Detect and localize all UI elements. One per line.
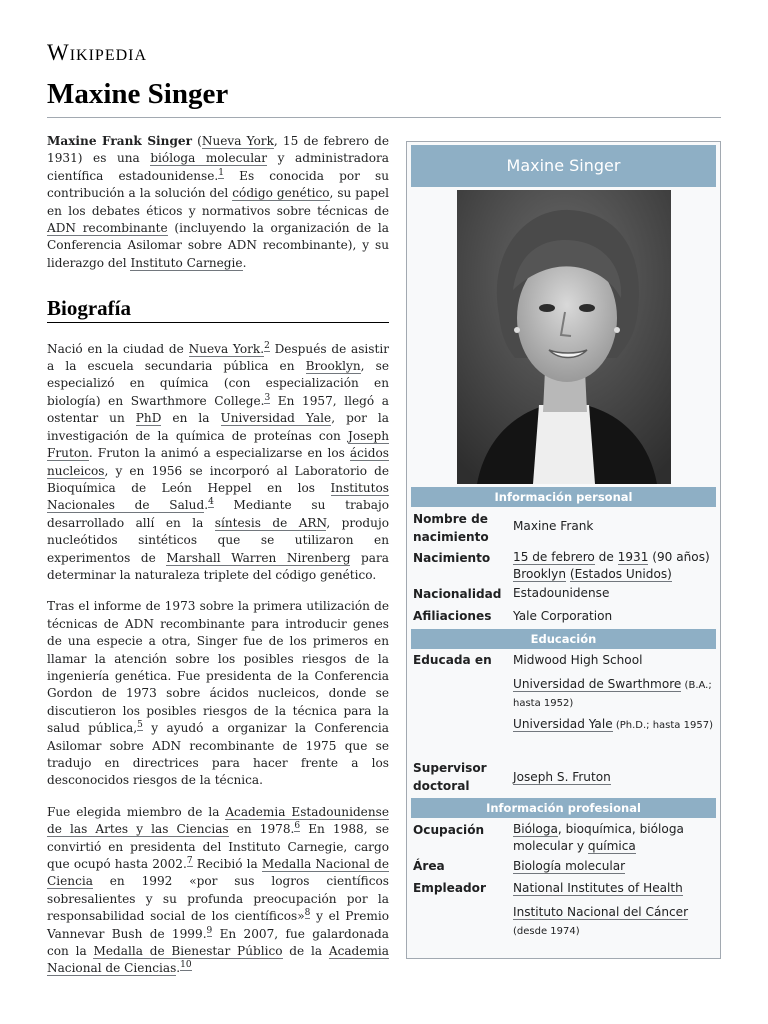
link-biologia-molecular[interactable]: Biología molecular <box>513 859 626 873</box>
section-heading-biografia: Biografía <box>47 300 389 322</box>
ref-3[interactable]: 3 <box>264 392 271 403</box>
link-15-de-febrero[interactable]: 15 de febrero <box>513 550 595 564</box>
value-nacimiento <box>513 549 718 583</box>
subject-name: Maxine Frank Singer <box>47 134 192 148</box>
text: . Fruton la animó a especializarse en los <box>88 446 350 461</box>
value-nacionalidad: Estadounidense <box>513 586 610 600</box>
label-supervisor-doctoral: Supervisor doctoral <box>413 761 487 793</box>
label-nombre-de-nacimiento: Nombre de nacimiento <box>413 512 489 544</box>
wikipedia-wordmark[interactable]: Wikipedia <box>47 40 148 65</box>
link-universidad-yale-infobox[interactable]: Universidad Yale <box>513 717 613 731</box>
text: Nació en la ciudad de <box>47 341 189 356</box>
link-instituto-nacional-del-cancer[interactable]: Instituto Nacional del Cáncer <box>513 905 689 919</box>
text: , su papel en los debates éticos y normativos sobre técnicas de <box>47 186 389 218</box>
text: En 1988, se convirtió en presidenta del Instituto Carnegie, cargo que ocupó hasta 2002. <box>47 822 390 872</box>
link-adn-recombinante[interactable]: ADN recombinante <box>47 221 168 236</box>
link-medalla-nacional-de-ciencia[interactable]: Medalla Nacional de Ciencia <box>47 857 390 889</box>
ref-7[interactable]: 7 <box>186 856 193 866</box>
ref-1[interactable]: 1 <box>218 167 225 178</box>
link-phd[interactable]: PhD <box>135 411 162 426</box>
text: de <box>594 550 618 564</box>
text: En 2007, fue galardonada con la <box>47 926 389 959</box>
value-educacion-1: Midwood High School <box>513 653 643 667</box>
link-nueva-york[interactable]: Nueva York <box>201 134 274 148</box>
text: . <box>176 961 181 976</box>
text: , produjo nucleótidos sintéticos que se utilizaron en experimentos de <box>47 515 389 565</box>
text: para determinar la naturaleza triplete del código genético. <box>47 550 389 582</box>
link-1931[interactable]: 1931 <box>617 550 649 564</box>
header-informacion-profesional: Información profesional <box>411 798 716 818</box>
value-area <box>513 858 718 875</box>
link-sintesis-de-arn[interactable]: síntesis de ARN <box>214 515 327 530</box>
text: , bioquímica, bióloga molecular y <box>513 822 684 853</box>
link-acidos-nucleicos[interactable]: ácidos nucleicos <box>47 446 389 478</box>
value-empleador-1 <box>513 880 718 897</box>
ref-2[interactable]: 2 <box>264 340 270 351</box>
value-nombre-de-nacimiento: Maxine Frank <box>513 519 594 533</box>
header-informacion-personal: Información personal <box>411 487 716 507</box>
infobox <box>406 141 721 959</box>
text: , 15 de febrero de 1931) es una <box>47 134 389 166</box>
age: (90 años) <box>648 550 710 564</box>
text: Mediante su trabajo desarrollado allí en la <box>47 498 389 530</box>
value-afiliaciones: Yale Corporation <box>513 609 613 623</box>
note: (desde 1974) <box>513 926 580 937</box>
ref-8[interactable]: 8 <box>304 908 311 919</box>
label-ocupacion: Ocupación <box>413 823 485 837</box>
label-empleador: Empleador <box>413 881 486 895</box>
note: (Ph.D.; hasta 1957) <box>612 720 713 731</box>
link-universidad-yale[interactable]: Universidad Yale <box>220 411 332 426</box>
text: , por la investigación de la química de proteínas con <box>47 411 389 443</box>
link-academia-nacional-de-ciencias[interactable]: Academia Nacional de Ciencias <box>47 944 390 976</box>
link-national-institutes-of-health[interactable]: National Institutes of Health <box>513 881 683 895</box>
infobox-title: Maxine Singer <box>411 145 716 187</box>
ref-4[interactable]: 4 <box>208 497 214 508</box>
text: , se especializó en química (con especialización en biología) en Swarthmore College. <box>47 359 389 408</box>
label-area: Área <box>413 859 445 873</box>
link-brooklyn[interactable]: Brooklyn <box>305 359 361 374</box>
portrait-photo[interactable] <box>457 190 671 484</box>
label-afiliaciones: Afiliaciones <box>413 609 492 623</box>
text: y el Premio Vannevar Bush de 1999. <box>47 909 389 941</box>
ref-6[interactable]: 6 <box>294 821 301 832</box>
intro-paragraph <box>47 133 389 272</box>
link-universidad-de-swarthmore[interactable]: Universidad de Swarthmore <box>513 677 682 691</box>
portrait-illustration <box>457 190 671 484</box>
link-medalla-de-bienestar-publico[interactable]: Medalla de Bienestar Público <box>93 944 283 959</box>
link-biologa-molecular[interactable]: bióloga molecular <box>150 151 268 166</box>
note: (B.A.; hasta 1952) <box>513 680 712 709</box>
text: en la <box>161 411 221 426</box>
label-educada-en: Educada en <box>413 653 492 667</box>
text: Después de asistir a la escuela secundaria pública en <box>47 341 389 374</box>
text: Tras el informe de 1973 sobre la primera utilización de técnicas de ADN recombinante para introducir genes de una especie a otra, Singer fue de los primeros en llamar la atención sobre los posibles riesgos de la ingeniería genética. Fue presidenta de la Conferencia Gordon de 1973 sobre ácidos nucleicos, donde se discutieron los posibles riesgos de la técnica para la salud pública, <box>47 599 389 736</box>
link-instituto-carnegie[interactable]: Instituto Carnegie <box>130 255 243 270</box>
text: en 1992 «por sus logros científicos sobresalientes y su profunda preocupación por la responsabilidad social de los científicos» <box>47 874 389 924</box>
link-academia-estadounidense[interactable]: Academia Estadounidense de las Artes y las Ciencias <box>47 804 389 837</box>
biografia-paragraph-2 <box>47 598 389 789</box>
link-marshall-warren-nirenberg[interactable]: Marshall Warren Nirenberg <box>166 550 351 565</box>
link-joseph-s-fruton[interactable]: Joseph S. Fruton <box>513 770 611 784</box>
text: En 1957, llegó a ostentar un <box>47 393 389 426</box>
link-institutos-nacionales-de-salud[interactable]: Institutos Nacionales de Salud <box>47 480 389 513</box>
text: en 1978. <box>228 822 295 837</box>
label-nacimiento: Nacimiento <box>413 551 491 565</box>
page-title: Maxine Singer <box>47 78 229 110</box>
text: . <box>242 255 247 270</box>
link-biologa[interactable]: Bióloga <box>513 822 558 836</box>
text: Es conocida por su contribución a la solución del <box>47 168 389 201</box>
biografia-paragraph-3 <box>47 804 389 978</box>
value-educacion-2 <box>513 676 718 712</box>
title-divider <box>47 117 721 118</box>
header-educacion: Educación <box>411 629 716 649</box>
text: y administradora científica estadounidense. <box>47 151 390 183</box>
text: Fue elegida miembro de la <box>47 804 226 819</box>
text: . <box>204 498 209 513</box>
ref-9[interactable]: 9 <box>206 925 213 936</box>
ref-10[interactable]: 10 <box>180 960 192 971</box>
article-body <box>47 133 389 992</box>
text: de la <box>282 944 329 959</box>
value-empleador-2 <box>513 904 718 940</box>
text: , y en 1956 se incorporó al Laboratorio de Bioquímica de León Heppel en los <box>47 463 389 495</box>
value-ocupacion <box>513 821 718 855</box>
label-nacionalidad: Nacionalidad <box>413 587 502 601</box>
text: ( <box>191 134 202 148</box>
biografia-paragraph-1 <box>47 341 389 585</box>
link-brooklyn-infobox[interactable]: Brooklyn <box>513 567 566 581</box>
link-codigo-genetico[interactable]: código genético <box>232 186 330 201</box>
link-estados-unidos[interactable]: (Estados Unidos) <box>569 567 672 581</box>
text: y ayudó a organizar la Conferencia Asilomar sobre ADN recombinante de 1975 que se tradujo en directrices para hacer frente a los desconocidos riesgos de la técnica. <box>47 721 389 788</box>
text: Recibió la <box>192 857 262 872</box>
value-supervisor-doctoral <box>513 769 718 786</box>
link-nueva-york-2[interactable]: Nueva York. <box>188 341 265 356</box>
ref-5[interactable]: 5 <box>137 720 143 731</box>
link-joseph-fruton[interactable]: Joseph Fruton <box>47 428 389 461</box>
link-quimica[interactable]: química <box>587 839 636 853</box>
value-educacion-3 <box>513 716 718 734</box>
text: (incluyendo la organización de la Conferencia Asilomar sobre ADN recombinante), y su liderazgo del <box>47 221 389 270</box>
